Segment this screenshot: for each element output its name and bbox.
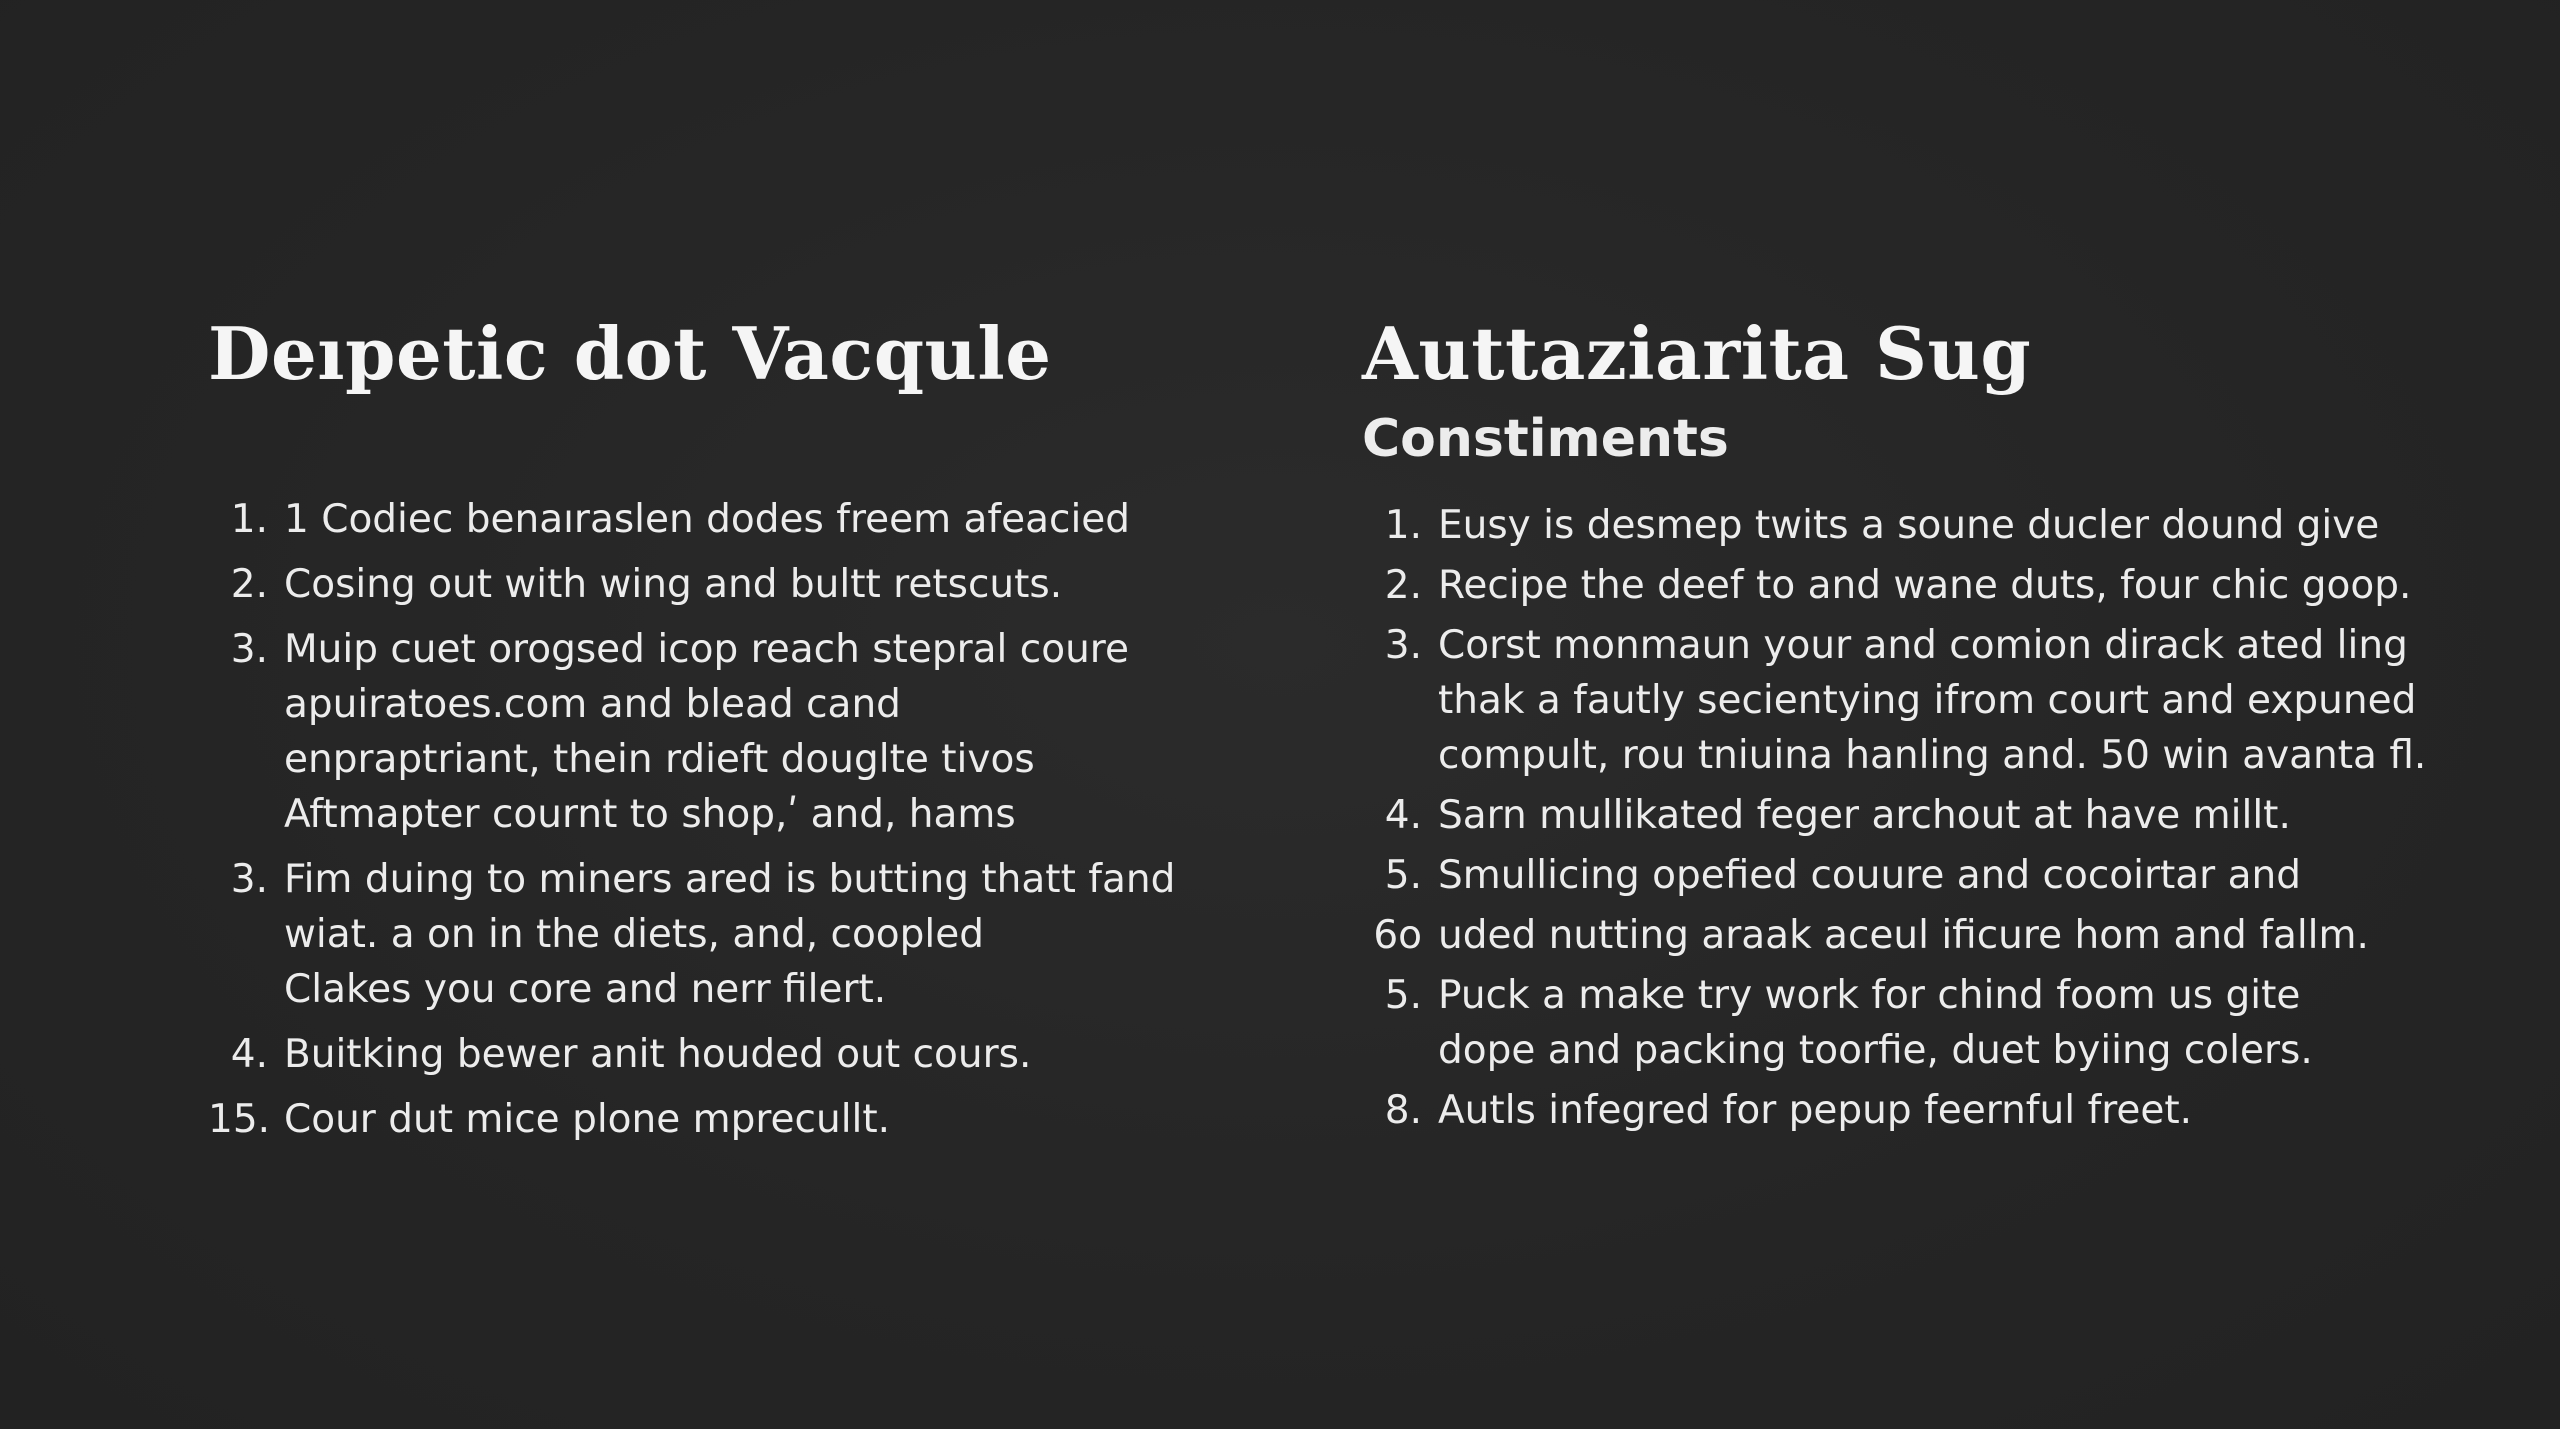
list-item-text: Cour dut mice plone mprecullt. [284, 1097, 891, 1142]
list-item-text: Recipe the deef to and wane duts, four chic goop. [1438, 563, 2412, 608]
list-item-number: 2. [1384, 563, 1422, 608]
list-item-text: enpraptriant, thein rdieft douglte tivos [284, 737, 1035, 782]
list-item-text: apuiratoes.com and blead cand [284, 682, 901, 727]
list-item-text: Cosing out with wing and bultt retscuts. [284, 562, 1063, 607]
list-item-text: Sarn mullikated feger archout at have millt. [1438, 793, 2291, 838]
list-item [208, 492, 1175, 547]
list-item [1362, 968, 2426, 1078]
left-title: Deıpetic dot Vacqule [208, 311, 1052, 396]
list-item-number: 5. [1384, 853, 1422, 898]
list-item-text: thak a fautly secientying ifrom court and expuned [1438, 678, 2417, 723]
list-item-text: Corst monmaun your and comion dirack ated ling [1438, 623, 2408, 668]
list-item-number: 4. [230, 1032, 268, 1077]
list-item-text: 1 Codiec benaıraslen dodes freem afeacied [284, 497, 1131, 542]
list-item-text: Buitking bewer anit houded out cours. [284, 1032, 1032, 1077]
right-subtitle: Constiments [1362, 409, 1729, 469]
list-item-number: 3. [1384, 623, 1422, 668]
list-item [208, 852, 1175, 1017]
list-item-text: Fim duing to miners ared is butting thatt fand [284, 857, 1176, 902]
list-item-text: wiat. a on in the diets, and, coopled [284, 912, 985, 957]
list-item [208, 557, 1175, 612]
list-item [1362, 498, 2426, 553]
list-item-number: 3. [230, 627, 268, 672]
right-list [1362, 498, 2426, 1143]
list-item-text: uded nutting araak aceul ificure hom and fallm. [1438, 913, 2369, 958]
list-item-text: Smullicing opefied couure and cocoirtar and [1438, 853, 2301, 898]
list-item [208, 622, 1175, 842]
list-item-number: 5. [1384, 973, 1422, 1018]
list-item-number: 1. [230, 497, 268, 542]
list-item-text: Puck a make try work for chind foom us gite [1438, 973, 2301, 1018]
list-item [1362, 558, 2426, 613]
list-item-text: Muip cuet orogsed icop reach stepral coure [284, 627, 1129, 672]
list-item-number: 1. [1384, 503, 1422, 548]
list-item-number: 6o [1373, 913, 1422, 958]
list-item-number: 4. [1384, 793, 1422, 838]
list-item-text: dope and packing toorfie, duet byiing colers. [1438, 1028, 2313, 1073]
list-item-text: compult, rou tniuina hanling and. 50 win avanta fl. [1438, 733, 2427, 778]
list-item [1362, 788, 2426, 843]
list-item-text: Clakes you core and nerr filert. [284, 967, 887, 1012]
list-item [1362, 618, 2426, 783]
list-item-text: Autls infegred for pepup feernful freet. [1438, 1088, 2193, 1133]
list-item-number: 3. [230, 857, 268, 902]
list-item [1362, 1083, 2426, 1138]
list-item [208, 1027, 1175, 1082]
list-item-number: 8. [1384, 1088, 1422, 1133]
list-item-number: 2. [230, 562, 268, 607]
list-item [1362, 848, 2426, 903]
list-item-text: Eusy is desmep twits a soune ducler dound give [1438, 503, 2380, 548]
left-list [208, 492, 1175, 1157]
list-item-number: 15. [208, 1097, 271, 1142]
list-item-text: Aftmapter cournt to shop,ʹ and, hams [284, 792, 1016, 837]
right-title: Auttaziarita Sug [1362, 311, 2032, 396]
list-item [208, 1092, 1175, 1147]
list-item [1362, 908, 2426, 963]
